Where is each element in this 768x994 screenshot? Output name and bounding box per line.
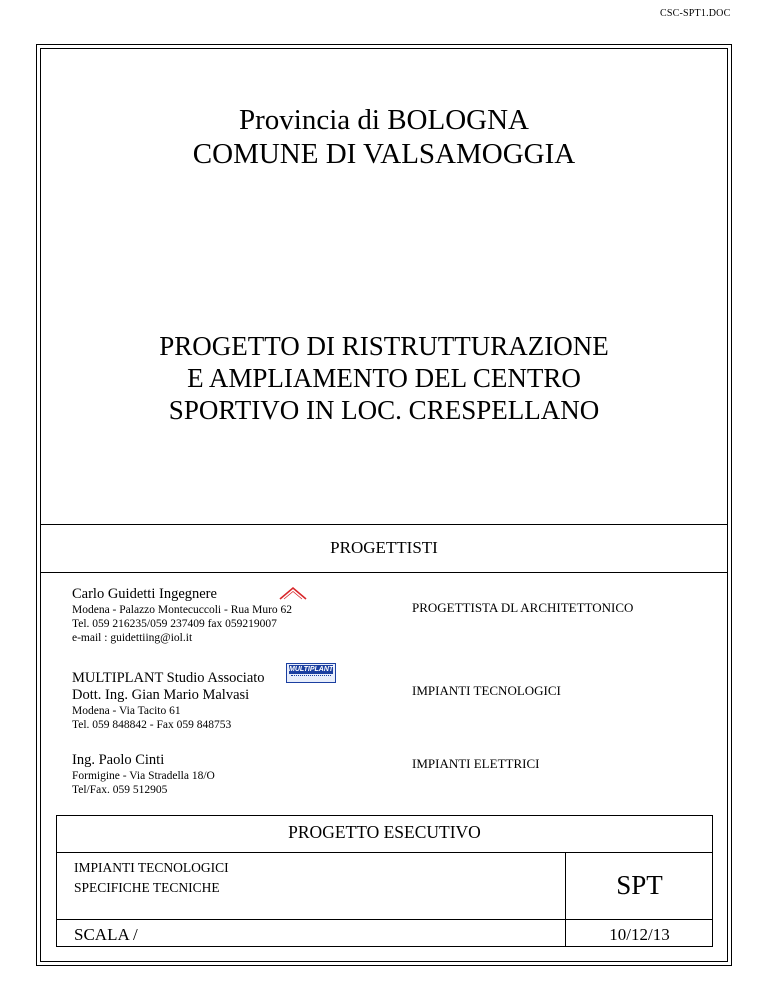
header-block [40,103,728,171]
province-title: Provincia di BOLOGNA [239,104,529,136]
multiplant-logo-text: MULTIPLANT [289,666,334,673]
roof-logo-icon [278,585,308,601]
logo-rule [291,675,331,676]
role-tecnologici: IMPIANTI TECNOLOGICI [412,683,561,698]
designer-email: e-mail : guidettiing@iol.it [72,632,193,644]
designer-phone: Tel. 059 216235/059 237409 fax 059219007 [72,618,277,630]
designer-guidetti [72,586,292,645]
designer-address: Modena - Palazzo Montecuccoli - Rua Muro 62 [72,604,293,616]
comune-title: COMUNE DI VALSAMOGGIA [192,138,576,170]
designer-cinti [72,752,215,797]
designer-name: Carlo Guidetti Ingegnere [72,586,217,602]
document-date: 10/12/13 [609,925,670,944]
designer-address: Modena - Via Tacito 61 [72,705,181,717]
role-architettonico: PROGETTISTA DL ARCHITETTONICO [412,600,634,615]
divider [40,524,728,525]
subject-block [74,858,229,898]
multiplant-logo [286,663,336,683]
divider [40,572,728,573]
project-title-line: PROGETTO DI RISTRUTTURAZIONE [159,331,609,361]
divider [56,919,713,920]
project-title [40,330,728,426]
designer-phone: Tel. 059 848842 - Fax 059 848753 [72,719,232,731]
project-title-line: E AMPLIAMENTO DEL CENTRO [187,363,581,393]
phase-label: PROGETTO ESECUTIVO [288,822,481,842]
designer-name: Ing. Paolo Cinti [72,752,165,768]
designer-multiplant [72,670,265,732]
subject-line: IMPIANTI TECNOLOGICI [74,860,229,875]
document-code: SPT [616,870,663,900]
designer-name-secondary: Dott. Ing. Gian Mario Malvasi [72,687,250,703]
designer-name: MULTIPLANT Studio Associato [72,670,265,686]
role-elettrici: IMPIANTI ELETTRICI [412,756,540,771]
designer-address: Formigine - Via Stradella 18/O [72,770,215,782]
document-reference: CSC-SPT1.DOC [660,8,731,19]
scale-label: SCALA / [74,925,138,944]
project-title-line: SPORTIVO IN LOC. CRESPELLANO [168,395,600,425]
progettisti-heading: PROGETTISTI [330,538,438,557]
divider [56,852,713,853]
designer-phone: Tel/Fax. 059 512905 [72,784,168,796]
subject-line: SPECIFICHE TECNICHE [74,880,220,895]
